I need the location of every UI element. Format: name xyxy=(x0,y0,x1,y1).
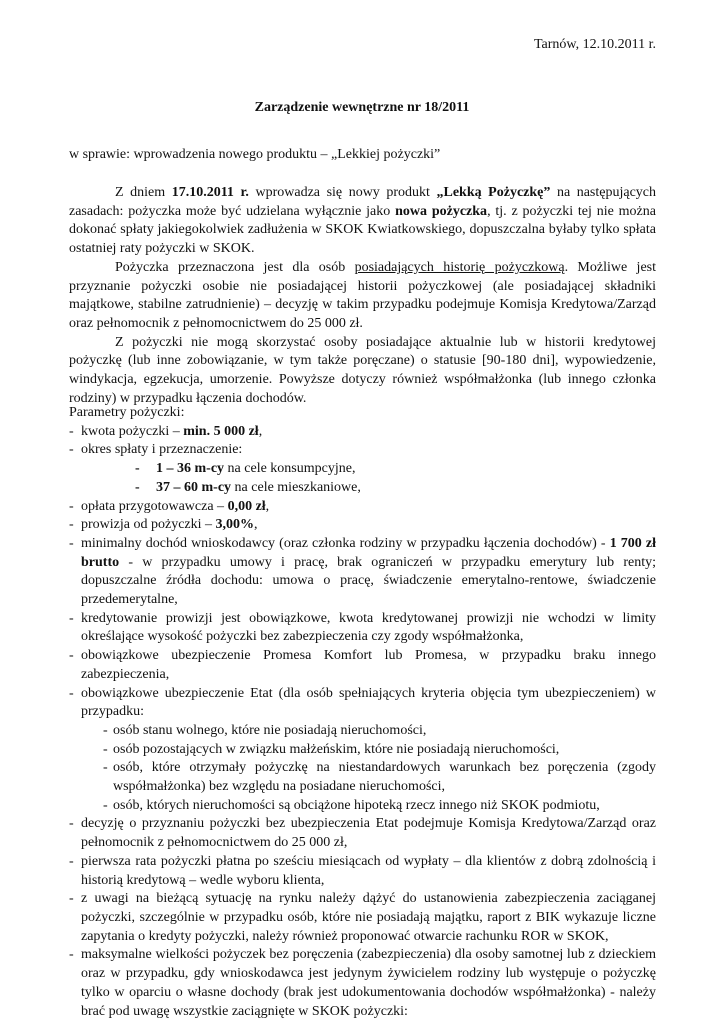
param-insurance-etat xyxy=(69,685,656,816)
income-text-a: minimalny dochód wnioskodawcy (oraz członka rodziny w przypadku łączenia dochodów) - xyxy=(81,535,610,551)
param-crediting: - kredytowanie prowizji jest obowiązkowe, kwota kredytowanej prowizji nie wchodzi w limity określające wysokość pożyczki bez zabezpieczenia czy zgody współmałżonka, xyxy=(69,610,656,647)
p2-text-a: Pożyczka przeznaczona jest dla osób xyxy=(115,259,355,275)
fee-text-a: opłata przygotowawcza – xyxy=(81,498,228,514)
fee-value: 0,00 zł xyxy=(227,498,266,514)
commission-text-a: prowizja od pożyczki – xyxy=(81,517,216,533)
intro-paragraph-1 xyxy=(69,184,656,259)
intro-paragraph-2 xyxy=(69,259,656,334)
commission-text-c: , xyxy=(254,517,258,533)
p1-text-d: , tj. z pożyczki tej nie można dokonać spłaty jakiegokolwiek zadłużenia w SKOK Kwiatkowskiego, dopuszczalna byłaby tylko spłata ostatniej raty pożyczki w SKOK. xyxy=(69,203,656,257)
etat-item-2: - osób pozostających w związku małżeńskim, które nie posiadają nieruchomości, xyxy=(81,741,656,760)
period-item-1 xyxy=(81,460,656,479)
param-amount xyxy=(69,423,656,442)
param-commission xyxy=(69,516,656,535)
p1-product-name: „Lekką Pożyczkę” xyxy=(436,185,551,200)
parameters-list xyxy=(69,423,656,1022)
etat-item-4: - osób, których nieruchomości są obciążone hipoteką rzecz innego niż SKOK podmiotu, xyxy=(81,797,656,816)
place-date: Tarnów, 12.10.2011 r. xyxy=(533,37,656,52)
amount-text-c: , xyxy=(258,423,263,439)
param-fee xyxy=(69,498,656,517)
param-period xyxy=(69,441,656,497)
p1-text-c: na następujących zasadach: pożyczka może być udzielana wyłącznie jako xyxy=(69,185,657,219)
document-subject: w sprawie: wprowadzenia nowego produktu – „Lekkiej pożyczki” xyxy=(69,147,441,162)
param-insurance-promesa: - obowiązkowe ubezpieczenie Promesa Komfort lub Promesa, w przypadku braku innego zabezpieczenia, xyxy=(69,647,656,684)
param-market-situation: - z uwagi na bieżącą sytuację na rynku należy dążyć do ustanowienia zabezpieczenia zaciąganej pożyczki, szczególnie w przypadku osób, które nie posiadają majątku, raport z BIK wykazuje liczne zapytania o kredyty pożyczki, należy również proponować otwarcie rachunku ROR w SKOK, xyxy=(69,890,656,946)
intro-section xyxy=(69,184,656,408)
amount-text-a: kwota pożyczki – xyxy=(81,423,184,439)
etat-item-1: - osób stanu wolnego, które nie posiadają nieruchomości, xyxy=(81,722,656,741)
parameters-section xyxy=(69,404,656,1021)
param-first-installment: - pierwsza rata pożyczki płatna po sześciu miesiącach od wypłaty – dla klientów z dobrą zdolnością i historią kredytową – wedle wyboru klienta, xyxy=(69,853,656,890)
amount-value: min. 5 000 zł xyxy=(183,423,259,439)
period-1-range: 1 – 36 m-cy xyxy=(156,461,225,477)
p1-date: 17.10.2011 r. xyxy=(171,185,249,200)
etat-sublist xyxy=(81,722,656,816)
etat-item-3: - osób, które otrzymały pożyczkę na niestandardowych warunkach bez poręczenia (zgody współmałżonka) bez względu na posiadane nieruchomości, xyxy=(81,759,656,796)
intro-paragraph-3: Z pożyczki nie mogą skorzystać osoby posiadające aktualnie lub w historii kredytowej pożyczkę (lub inne zobowiązanie, w tym także poręczane) o statusie [90-180 dni], wypowiedzenie, windykacja, egzekucja, umorzenie. Powyższe dotyczy również współmałżonka (lub innego członka rodziny) w przypadku łączenia dochodów. xyxy=(69,334,656,406)
param-decision: - decyzję o przyznaniu pożyczki bez ubezpieczenia Etat podejmuje Komisja Kredytowa/Zarząd oraz pełnomocnik z pełnomocnictwem do 25 000 zł, xyxy=(69,815,656,852)
period-1-purpose: na cele konsumpcyjne, xyxy=(224,461,356,477)
p1-new-loan: nowa pożyczka xyxy=(395,203,488,219)
p1-text-a: Z dniem xyxy=(115,185,172,200)
p2-text-b: . Możliwe jest przyznanie pożyczki osobie nie posiadającej historii pożyczkowej (ale posiadającej składniki majątkowe, stabilne zatrudnienie) – decyzję w takim przypadku podejmuje Komisja Kredytowa/Zarząd oraz pełnomocnik z pełnomocnictwem do 25 000 zł. xyxy=(69,259,657,331)
p2-underlined: posiadających historię pożyczkową xyxy=(354,259,565,275)
etat-label: obowiązkowe ubezpieczenie Etat (dla osób spełniających kryteria objęcia tym ubezpieczeniem) w przypadku: xyxy=(81,685,656,720)
commission-value: 3,00% xyxy=(215,517,255,533)
period-2-purpose: na cele mieszkaniowe, xyxy=(231,479,361,495)
income-text-c: - w przypadku umowy i pracę, brak ograniczeń w przypadku emerytury lub renty; dopuszczalne źródła dochodu: umowa o pracę, świadczenie emerytalno-rentowe, świadczenie przedemerytalne, xyxy=(81,554,656,608)
fee-text-c: , xyxy=(265,498,270,514)
param-max-amounts: - maksymalne wielkości pożyczek bez poręczenia (zabezpieczenia) dla osoby samotnej lub z dzieckiem oraz w przypadku, gdy wnioskodawca jest jedynym żywicielem rodziny lub występuje o pożyczkę tylko w oparciu o własne dochody (brak jest udokumentowania dochodów współmałżonka) - należy brać pod uwagę wszystkie zaciągnięte w SKOK pożyczki: xyxy=(69,946,656,1021)
period-sublist xyxy=(81,460,656,497)
p1-text-b: wprowadza się nowy produkt xyxy=(248,185,437,200)
period-item-2 xyxy=(81,479,656,498)
param-min-income xyxy=(69,535,656,610)
document-title: Zarządzenie wewnętrzne nr 18/2011 xyxy=(254,100,470,115)
income-value: 1 700 zł brutto xyxy=(81,535,657,570)
period-label: okres spłaty i przeznaczenie: xyxy=(81,442,243,458)
period-2-range: 37 – 60 m-cy xyxy=(156,479,232,495)
parameters-heading: Parametry pożyczki: xyxy=(69,405,185,420)
